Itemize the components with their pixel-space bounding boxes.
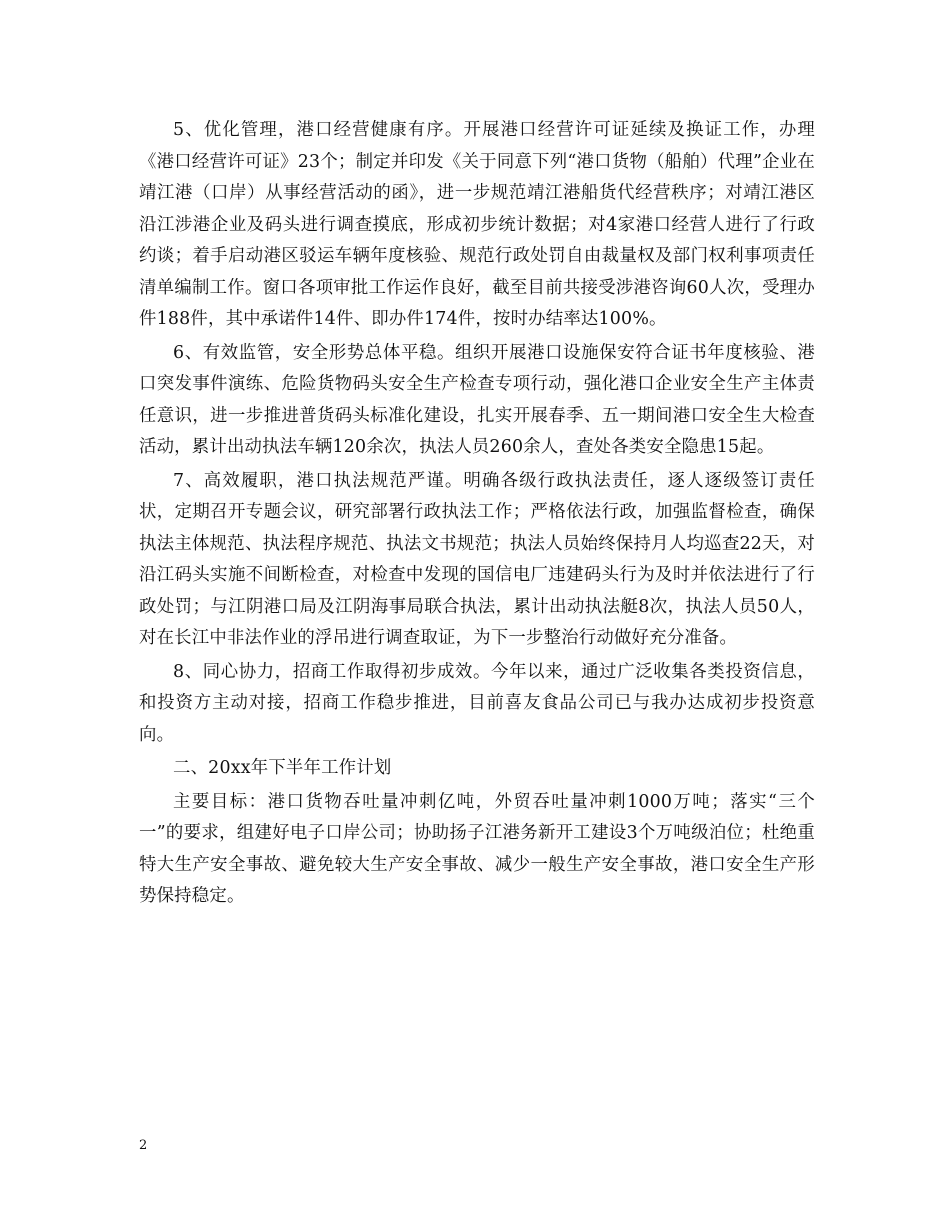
paragraph-main-goals: 主要目标：港口货物吞吐量冲刺亿吨，外贸吞吐量冲刺1000万吨；落实“三个一”的要求，组建好电子口岸公司；协助扬子江港务新开工建设3个万吨级泊位；杜绝重特大生产安全事故、避免较大生产安全事故、减少一般生产安全事故，港口安全生产形势保持稳定。 xyxy=(139,791,815,906)
page-number: 2 xyxy=(139,1138,148,1153)
page-body xyxy=(139,115,815,915)
section-heading-work-plan: 二、20xx年下半年工作计划 xyxy=(173,758,392,778)
paragraph-law-enforcement: 7、高效履职，港口执法规范严谨。明确各级行政执法责任，逐人逐级签订责任状，定期召开专题会议，研究部署行政执法工作；严格依法行政，加强监督检查，确保执法主体规范、执法程序规范、执法文书规范；执法人员始终保持月人均巡查22天，对沿江码头实施不间断检查，对检查中发现的国信电厂违建码头行为及时并依法进行了行政处罚；与江阴港口局及江阴海事局联合执法，累计出动执法艇8次，执法人员50人，对在长江中非法作业的浮吊进行调查取证，为下一步整治行动做好充分准备。 xyxy=(139,470,815,648)
paragraph-safety-supervision: 6、有效监管，安全形势总体平稳。组织开展港口设施保安符合证书年度核验、港口突发事件演练、危险货物码头安全生产检查专项行动，强化港口企业安全生产主体责任意识，进一步推进普货码头标准化建设，扎实开展春季、五一期间港口安全生大检查活动，累计出动执法车辆120余次，执法人员260余人，查处各类安全隐患15起。 xyxy=(139,342,815,457)
paragraph-investment-promotion: 8、同心协力，招商工作取得初步成效。今年以来，通过广泛收集各类投资信息，和投资方主动对接，招商工作稳步推进，目前喜友食品公司已与我办达成初步投资意向。 xyxy=(139,661,815,745)
paragraph-port-operation: 5、优化管理，港口经营健康有序。开展港口经营许可证延续及换证工作，办理《港口经营许可证》23个；制定并印发《关于同意下列“港口货物（船舶）代理”企业在靖江港（口岸）从事经营活动的函》，进一步规范靖江港船货代经营秩序；对靖江港区沿江涉港企业及码头进行调查摸底，形成初步统计数据；对4家港口经营人进行了行政约谈；着手启动港区驳运车辆年度核验、规范行政处罚自由裁量权及部门权利事项责任清单编制工作。窗口各项审批工作运作良好，截至目前共接受涉港咨询60人次，受理办件188件，其中承诺件14件、即办件174件，按时办结率达100%。 xyxy=(139,120,815,329)
